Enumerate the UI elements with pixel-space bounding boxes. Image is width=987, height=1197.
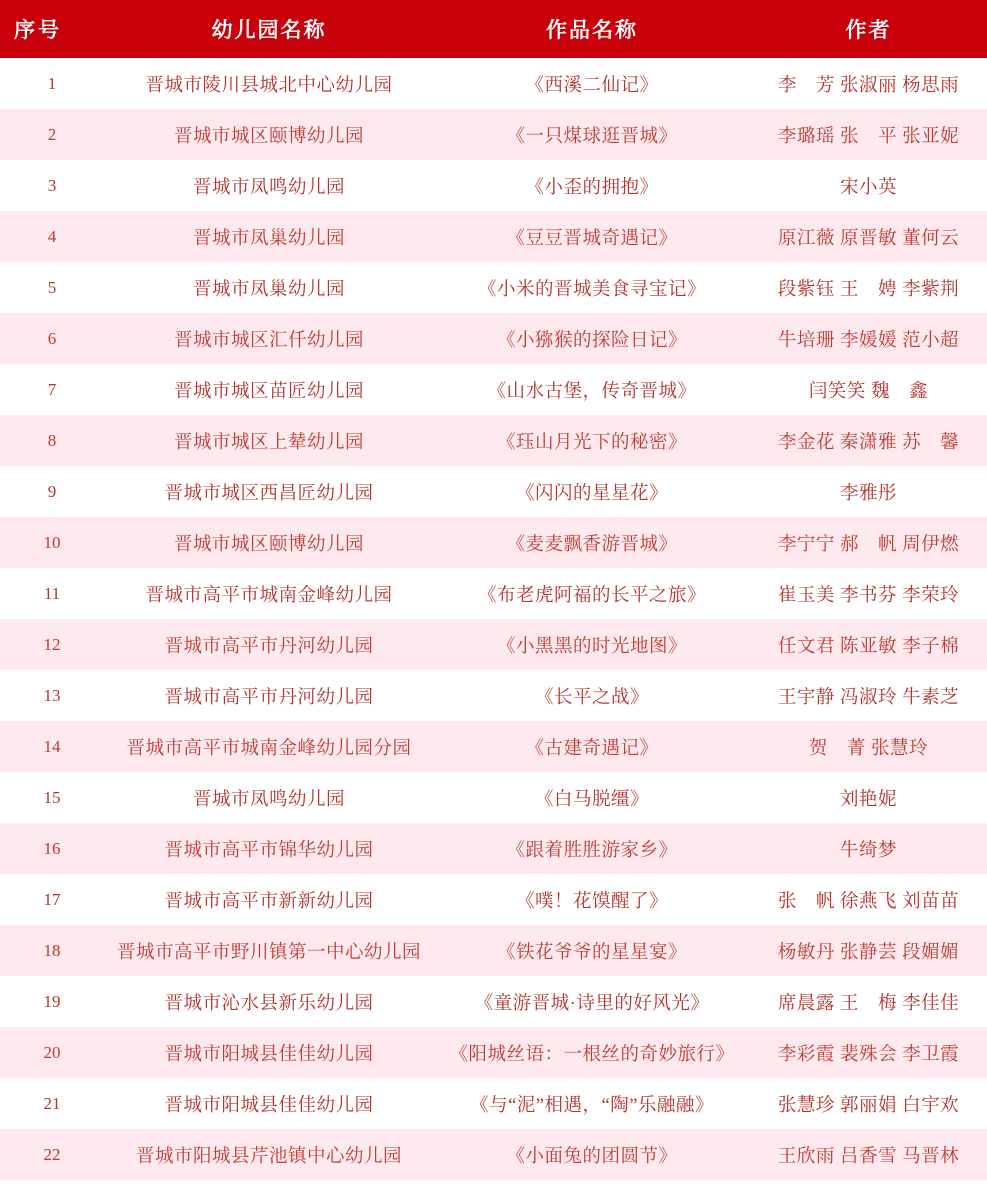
cell-index: 2 [0,109,104,160]
cell-index: 15 [0,772,104,823]
cell-index: 6 [0,313,104,364]
cell-work: 《麦麦飘香游晋城》 [434,517,750,568]
cell-author: 贺 菁 张慧玲 [750,721,987,772]
cell-school: 晋城市城区颐博幼儿园 [104,517,434,568]
table-row [0,1027,987,1078]
cell-author: 崔玉美 李书芬 李荣玲 [750,568,987,619]
table-row [0,721,987,772]
cell-work: 《一只煤球逛晋城》 [434,109,750,160]
table-row [0,925,987,976]
cell-author: 李璐瑶 张 平 张亚妮 [750,109,987,160]
table-row [0,517,987,568]
cell-work: 《小歪的拥抱》 [434,160,750,211]
cell-work: 《阳城丝语：一根丝的奇妙旅行》 [434,1027,750,1078]
cell-school: 晋城市高平市丹河幼儿园 [104,619,434,670]
cell-index: 21 [0,1078,104,1129]
table-row [0,160,987,211]
column-header-author: 作者 [750,0,987,58]
table-row [0,58,987,109]
cell-author: 李雅彤 [750,466,987,517]
table-row [0,670,987,721]
table-row [0,364,987,415]
cell-index: 11 [0,568,104,619]
cell-work: 《珏山月光下的秘密》 [434,415,750,466]
column-header-work: 作品名称 [434,0,750,58]
cell-work: 《小面兔的团圆节》 [434,1129,750,1180]
cell-index: 20 [0,1027,104,1078]
cell-author: 闫笑笑 魏 鑫 [750,364,987,415]
cell-index: 12 [0,619,104,670]
cell-school: 晋城市凤巢幼儿园 [104,211,434,262]
table-header [0,0,987,58]
cell-author: 李 芳 张淑丽 杨思雨 [750,58,987,109]
cell-author: 杨敏丹 张静芸 段媚媚 [750,925,987,976]
cell-author: 宋小英 [750,160,987,211]
cell-index: 1 [0,58,104,109]
table-row [0,976,987,1027]
table-row [0,313,987,364]
cell-work: 《噗！花馍醒了》 [434,874,750,925]
table-row [0,823,987,874]
cell-index: 7 [0,364,104,415]
cell-index: 14 [0,721,104,772]
cell-school: 晋城市阳城县芹池镇中心幼儿园 [104,1129,434,1180]
cell-index: 13 [0,670,104,721]
table-row [0,1129,987,1180]
cell-author: 张 帆 徐燕飞 刘苗苗 [750,874,987,925]
cell-school: 晋城市城区上辇幼儿园 [104,415,434,466]
cell-author: 席晨露 王 梅 李佳佳 [750,976,987,1027]
table-row [0,1078,987,1129]
cell-work: 《古建奇遇记》 [434,721,750,772]
cell-author: 牛培珊 李媛媛 范小超 [750,313,987,364]
cell-author: 王欣雨 吕香雪 马晋林 [750,1129,987,1180]
column-header-index: 序号 [0,0,104,58]
cell-index: 5 [0,262,104,313]
cell-school: 晋城市城区苗匠幼儿园 [104,364,434,415]
cell-school: 晋城市城区西昌匠幼儿园 [104,466,434,517]
cell-school: 晋城市高平市野川镇第一中心幼儿园 [104,925,434,976]
cell-work: 《小黑黑的时光地图》 [434,619,750,670]
cell-author: 段紫钰 王 娉 李紫荆 [750,262,987,313]
cell-school: 晋城市高平市锦华幼儿园 [104,823,434,874]
cell-school: 晋城市高平市新新幼儿园 [104,874,434,925]
table-header-row [0,0,987,58]
table-row [0,874,987,925]
cell-author: 原江薇 原晋敏 董何云 [750,211,987,262]
cell-index: 8 [0,415,104,466]
cell-work: 《童游晋城·诗里的好风光》 [434,976,750,1027]
cell-school: 晋城市沁水县新乐幼儿园 [104,976,434,1027]
cell-school: 晋城市陵川县城北中心幼儿园 [104,58,434,109]
cell-school: 晋城市高平市丹河幼儿园 [104,670,434,721]
table-row [0,415,987,466]
cell-author: 刘艳妮 [750,772,987,823]
cell-index: 22 [0,1129,104,1180]
cell-author: 李宁宁 郝 帆 周伊燃 [750,517,987,568]
cell-work: 《闪闪的星星花》 [434,466,750,517]
cell-work: 《布老虎阿福的长平之旅》 [434,568,750,619]
cell-index: 3 [0,160,104,211]
cell-index: 9 [0,466,104,517]
cell-work: 《豆豆晋城奇遇记》 [434,211,750,262]
cell-school: 晋城市高平市城南金峰幼儿园分园 [104,721,434,772]
cell-index: 19 [0,976,104,1027]
table-row [0,466,987,517]
table-body [0,58,987,1180]
cell-author: 李彩霞 裴殊会 李卫霞 [750,1027,987,1078]
cell-index: 10 [0,517,104,568]
cell-work: 《白马脱缰》 [434,772,750,823]
cell-school: 晋城市高平市城南金峰幼儿园 [104,568,434,619]
cell-school: 晋城市凤鸣幼儿园 [104,772,434,823]
cell-school: 晋城市阳城县佳佳幼儿园 [104,1078,434,1129]
table-row [0,211,987,262]
table-row [0,619,987,670]
cell-work: 《山水古堡，传奇晋城》 [434,364,750,415]
cell-author: 牛绮梦 [750,823,987,874]
cell-author: 李金花 秦潇雅 苏 馨 [750,415,987,466]
cell-work: 《西溪二仙记》 [434,58,750,109]
column-header-school: 幼儿园名称 [104,0,434,58]
cell-school: 晋城市城区汇仟幼儿园 [104,313,434,364]
cell-school: 晋城市凤鸣幼儿园 [104,160,434,211]
cell-author: 任文君 陈亚敏 李子棉 [750,619,987,670]
table-row [0,262,987,313]
cell-work: 《小米的晋城美食寻宝记》 [434,262,750,313]
cell-author: 王宇静 冯淑玲 牛素芝 [750,670,987,721]
table-row [0,568,987,619]
table-row [0,109,987,160]
cell-school: 晋城市城区颐博幼儿园 [104,109,434,160]
cell-index: 4 [0,211,104,262]
cell-school: 晋城市凤巢幼儿园 [104,262,434,313]
cell-index: 17 [0,874,104,925]
cell-school: 晋城市阳城县佳佳幼儿园 [104,1027,434,1078]
cell-work: 《与“泥”相遇，“陶”乐融融》 [434,1078,750,1129]
cell-index: 16 [0,823,104,874]
cell-work: 《铁花爷爷的星星宴》 [434,925,750,976]
cell-author: 张慧珍 郭丽娟 白宇欢 [750,1078,987,1129]
cell-work: 《长平之战》 [434,670,750,721]
cell-work: 《跟着胜胜游家乡》 [434,823,750,874]
cell-work: 《小猕猴的探险日记》 [434,313,750,364]
table-row [0,772,987,823]
cell-index: 18 [0,925,104,976]
